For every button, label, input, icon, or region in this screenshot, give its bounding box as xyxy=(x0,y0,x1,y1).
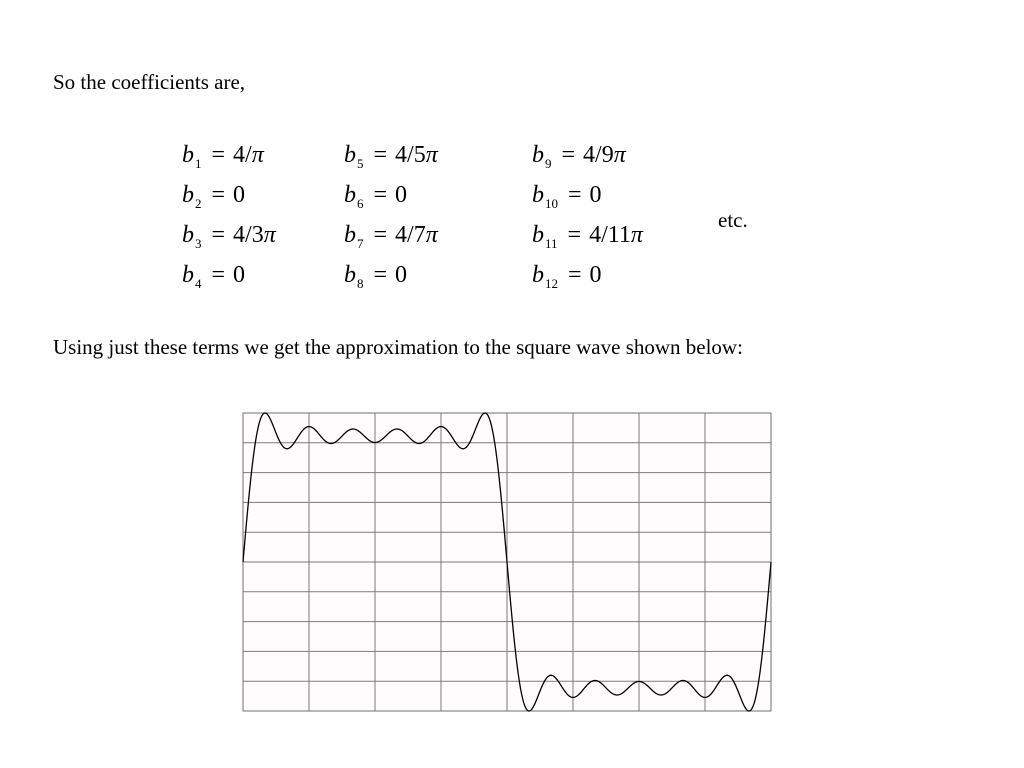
pi-symbol: π xyxy=(251,142,264,168)
intro-text: So the coefficients are, xyxy=(53,70,246,94)
equals-sign: = xyxy=(211,182,226,208)
coef-value: 0 xyxy=(233,262,246,288)
coef-subscript: 12 xyxy=(545,276,558,291)
coef-value: 4/ xyxy=(233,142,252,168)
coef-subscript: 9 xyxy=(545,156,552,171)
coef-value: 0 xyxy=(395,262,408,288)
coef-value: 4/3 xyxy=(233,222,264,248)
coef-value: 4/9 xyxy=(583,142,614,168)
equals-sign: = xyxy=(561,142,576,168)
coef-value: 4/11 xyxy=(589,222,631,248)
equals-sign: = xyxy=(373,182,388,208)
coef-letter: b xyxy=(532,182,544,208)
coef-subscript: 7 xyxy=(357,236,364,251)
pi-symbol: π xyxy=(425,142,438,168)
coef-value: 4/5 xyxy=(395,142,426,168)
equals-sign: = xyxy=(211,262,226,288)
coef-letter: b xyxy=(182,182,194,208)
equals-sign: = xyxy=(568,262,582,288)
pi-symbol: π xyxy=(630,222,643,248)
coef-letter: b xyxy=(344,182,356,208)
coef-value: 0 xyxy=(589,182,602,208)
coef-letter: b xyxy=(344,222,356,248)
coef-letter: b xyxy=(182,142,194,168)
coef-value: 0 xyxy=(233,182,246,208)
equals-sign: = xyxy=(373,222,388,248)
equals-sign: = xyxy=(211,142,226,168)
coef-value: 4/7 xyxy=(395,222,426,248)
coef-subscript: 4 xyxy=(195,276,202,291)
etc-text: etc. xyxy=(718,208,748,232)
coef-letter: b xyxy=(182,262,194,288)
coef-value: 0 xyxy=(589,262,602,288)
equals-sign: = xyxy=(373,262,388,288)
pi-symbol: π xyxy=(425,222,438,248)
coef-subscript: 1 xyxy=(195,156,202,171)
coef-letter: b xyxy=(344,142,356,168)
equals-sign: = xyxy=(568,182,582,208)
coef-letter: b xyxy=(532,262,544,288)
coef-letter: b xyxy=(532,142,544,168)
coef-subscript: 2 xyxy=(195,196,202,211)
coef-letter: b xyxy=(182,222,194,248)
coef-letter: b xyxy=(532,222,544,248)
pi-symbol: π xyxy=(263,222,276,248)
coef-value: 0 xyxy=(395,182,408,208)
coef-subscript: 8 xyxy=(357,276,364,291)
coef-subscript: 11 xyxy=(545,236,558,251)
equals-sign: = xyxy=(373,142,388,168)
pi-symbol: π xyxy=(613,142,626,168)
coef-subscript: 3 xyxy=(195,236,202,251)
coef-subscript: 5 xyxy=(357,156,364,171)
equals-sign: = xyxy=(211,222,226,248)
coef-subscript: 10 xyxy=(545,196,558,211)
coef-letter: b xyxy=(344,262,356,288)
coef-subscript: 6 xyxy=(357,196,364,211)
equals-sign: = xyxy=(567,222,582,248)
approximation-text: Using just these terms we get the approximation to the square wave shown below: xyxy=(53,335,743,359)
